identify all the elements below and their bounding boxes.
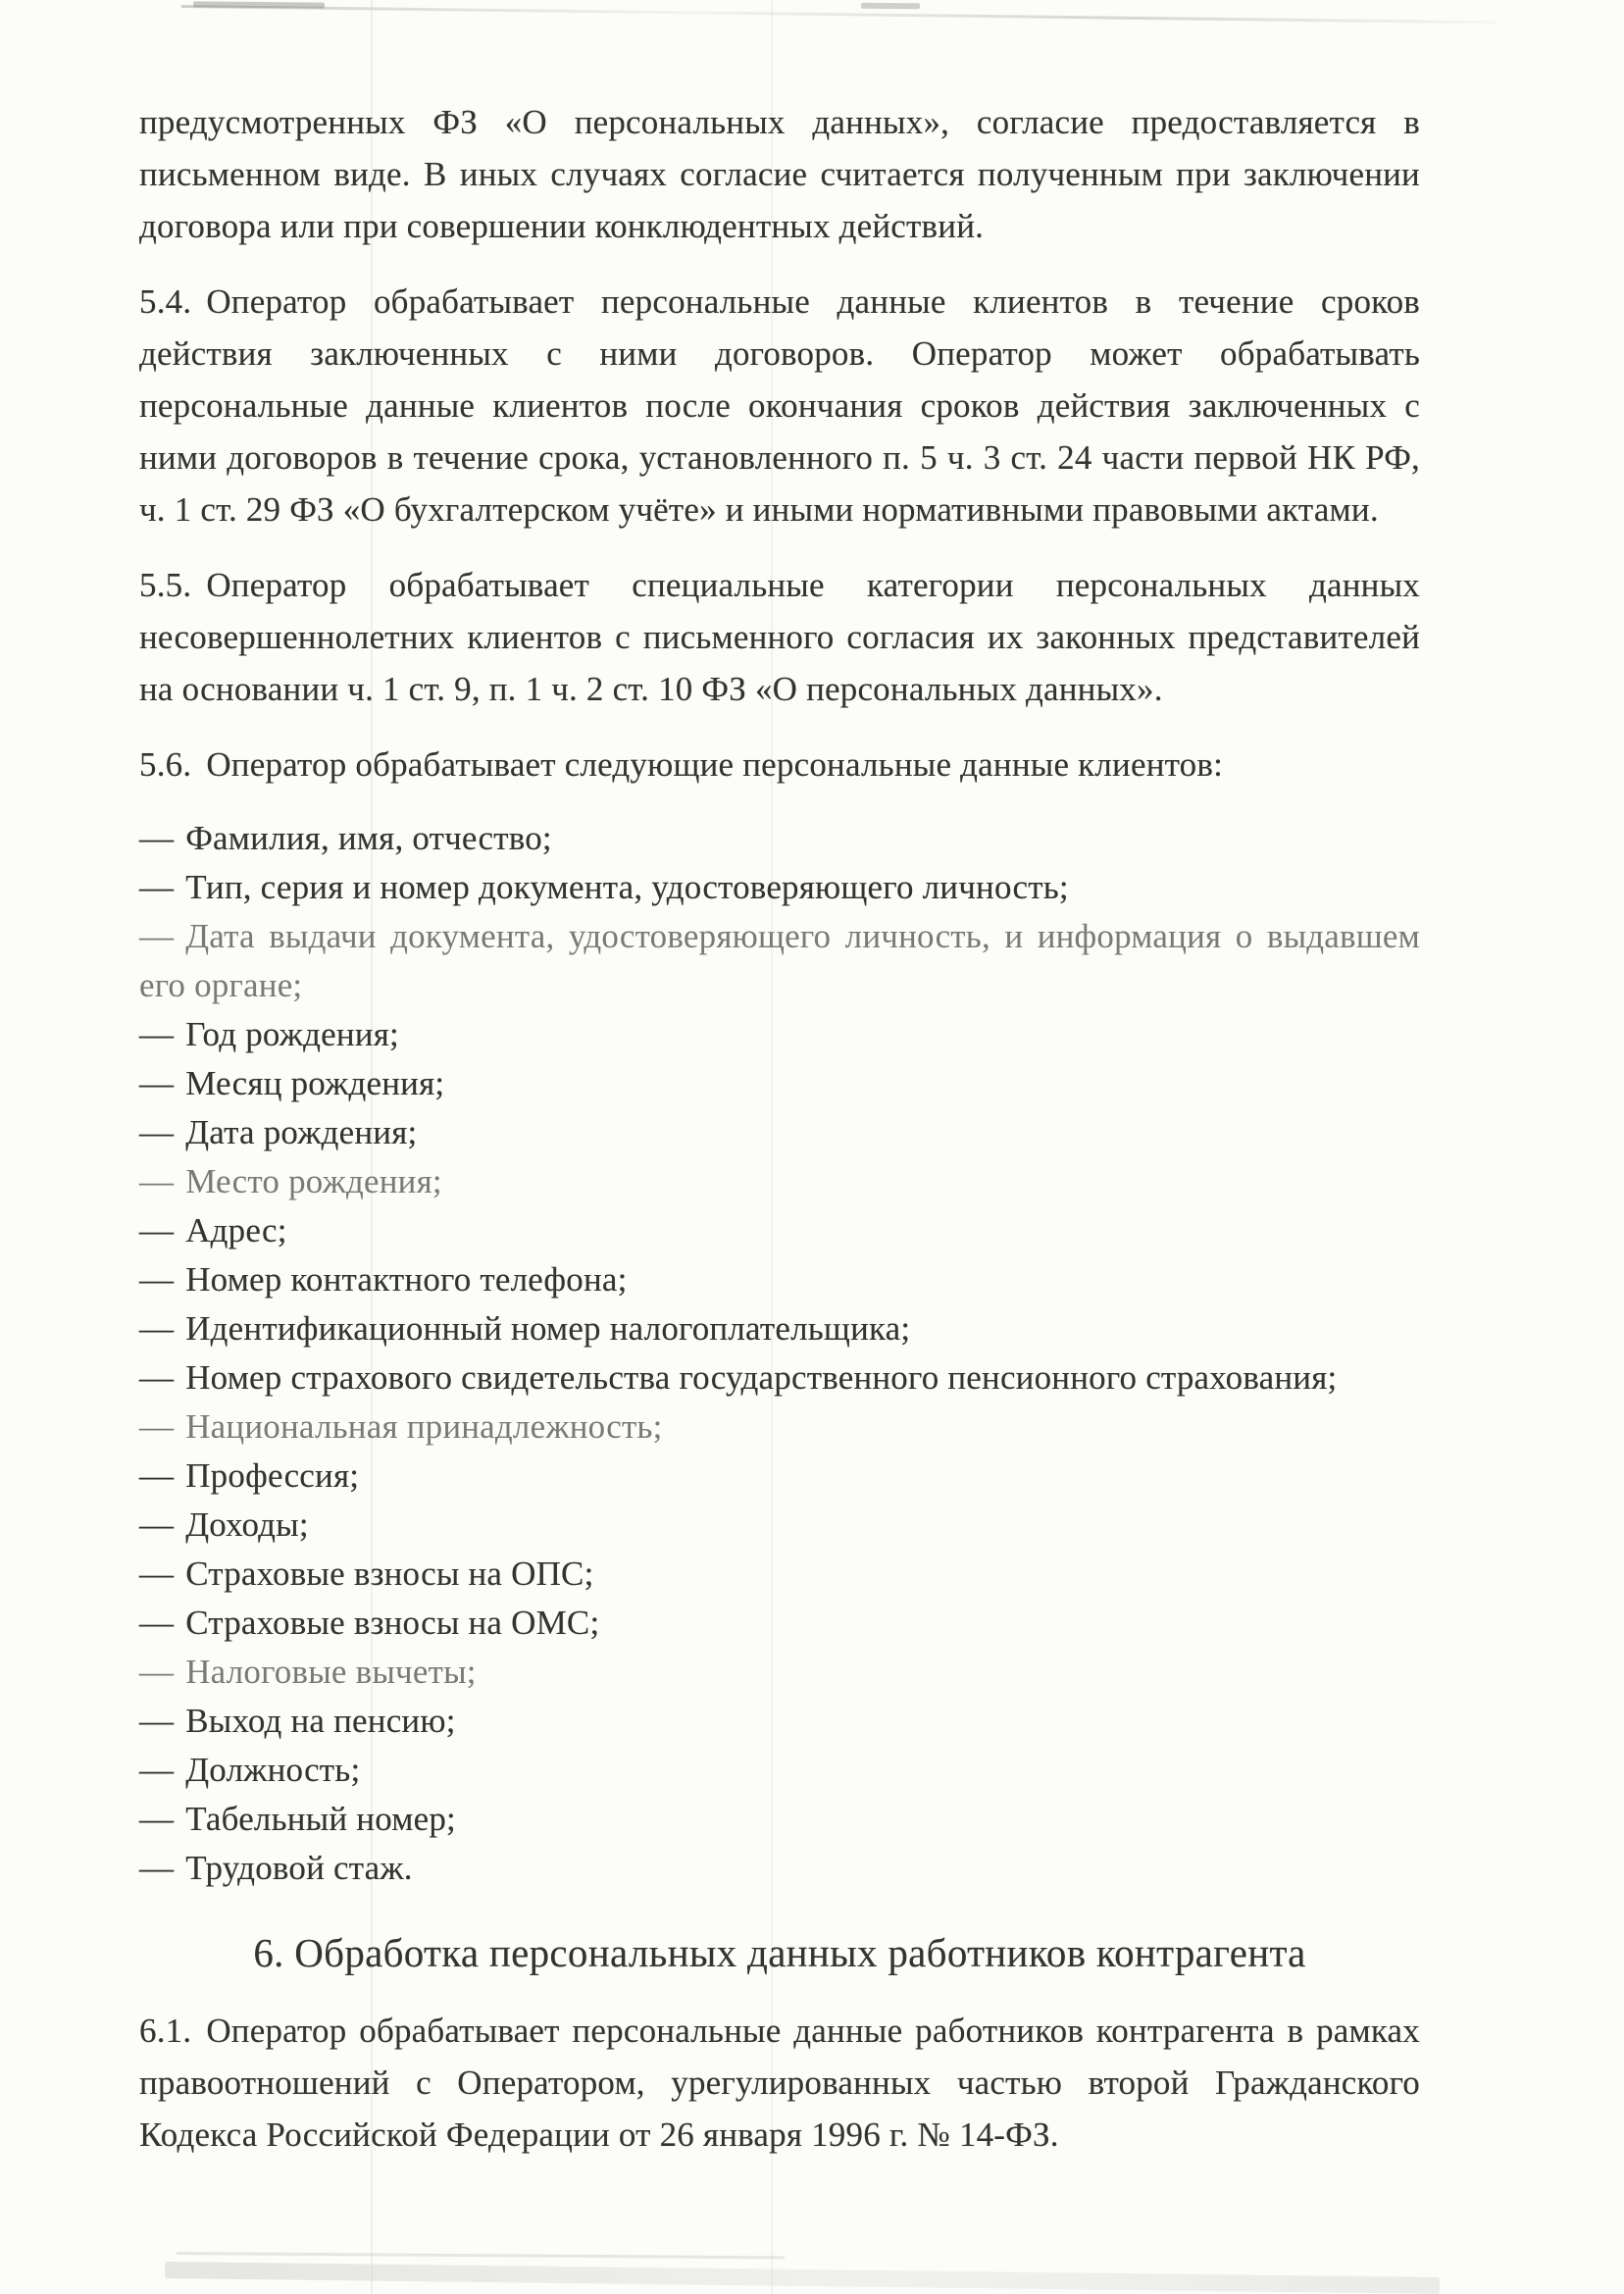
list-item-text: Дата рождения; [185,1113,418,1151]
section-5-4-text: Оператор обрабатывает персональные данные клиентов в течение сроков действия заключенных с ними договоров. Оператор может обрабатывать персональные данные клиентов после окончания сроков действия заключенных с ними договоров в течение срока, установленного п. 5 ч. 3 ст. 24 части первой НК РФ, ч. 1 ст. 29 ФЗ «О бухгалтерском учёте» и иными нормативными правовыми актами. [139,282,1420,529]
list-item [139,1010,1420,1059]
list-item-text: Профессия; [185,1456,360,1495]
list-item-dash: — [139,1653,175,1691]
list-item-text: Выход на пенсию; [185,1702,456,1740]
list-item-dash: — [139,1113,175,1151]
section-6-1-paragraph [139,2005,1420,2161]
list-item [139,1108,1420,1157]
scan-artifact-top-line [181,5,1496,24]
list-item [139,1157,1420,1206]
intro-paragraph: предусмотренных ФЗ «О персональных данных», согласие предоставляется в письменном виде. В иных случаях согласие считается полученным при заключении договора или при совершении конклюдентных действий. [139,103,1420,245]
list-item [139,1206,1420,1255]
list-item-dash: — [139,1555,175,1593]
list-item [139,1599,1420,1648]
list-item-text: Идентификационный номер налогоплательщика; [185,1309,911,1348]
section-5-4-paragraph [139,276,1420,535]
list-item [139,912,1420,1010]
list-item-text: Национальная принадлежность; [185,1407,663,1446]
section-5-4-number: 5.4. [139,282,192,321]
list-item-text: Должность; [185,1751,361,1789]
list-item-dash: — [139,917,175,955]
list-item [139,1059,1420,1108]
list-item-text: Номер страхового свидетельства государственного пенсионного страхования; [185,1358,1338,1397]
list-item-dash: — [139,1015,175,1053]
list-item [139,1452,1420,1501]
list-item [139,1746,1420,1795]
section-6-heading: 6. Обработка персональных данных работников контрагента [253,1930,1306,1975]
list-item-dash: — [139,1407,175,1446]
section-5-6-paragraph [139,739,1420,790]
list-item-text: Табельный номер; [185,1800,456,1838]
list-item [139,1402,1420,1452]
page-content [139,96,1420,2184]
section-5-6-text: Оператор обрабатывает следующие персональные данные клиентов: [206,745,1224,784]
list-item-dash: — [139,1604,175,1642]
list-item-dash: — [139,1702,175,1740]
list-item [139,1697,1420,1746]
list-item-text: Год рождения; [185,1015,399,1053]
client-data-list [139,814,1420,1893]
section-5-5-paragraph [139,559,1420,715]
list-item [139,1255,1420,1304]
list-item [139,1550,1420,1599]
list-item [139,1353,1420,1402]
list-item-dash: — [139,1456,175,1495]
list-item [139,814,1420,863]
scan-artifact-top-dash-right [861,3,920,10]
scan-artifact-top-dash-left [193,1,325,8]
list-item-dash: — [139,1260,175,1299]
list-item-dash: — [139,1162,175,1200]
list-item-dash: — [139,1211,175,1249]
list-item-text: Доходы; [185,1505,309,1544]
section-5-5-number: 5.5. [139,566,192,604]
list-item-text: Адрес; [185,1211,287,1249]
list-item-dash: — [139,1064,175,1102]
list-item-text: Страховые взносы на ОПС; [185,1555,594,1593]
list-item-text: Налоговые вычеты; [185,1653,477,1691]
list-item-text: Место рождения; [185,1162,442,1200]
list-item-dash: — [139,1309,175,1348]
section-5-6-number: 5.6. [139,745,192,784]
list-item [139,1795,1420,1844]
list-item-text: Дата выдачи документа, удостоверяющего личность, и информация о выдавшем его органе; [139,917,1420,1004]
list-item-text: Страховые взносы на ОМС; [185,1604,600,1642]
list-item [139,1844,1420,1893]
list-item [139,1648,1420,1697]
scan-artifact-bottom-band [165,2262,1440,2294]
list-item-text: Трудовой стаж. [185,1849,413,1887]
list-item-dash: — [139,819,175,857]
list-item-text: Тип, серия и номер документа, удостоверяющего личность; [185,868,1069,906]
section-6-1-number: 6.1. [139,2012,192,2050]
list-item-dash: — [139,1505,175,1544]
list-item-text: Месяц рождения; [185,1064,445,1102]
list-item-dash: — [139,1800,175,1838]
list-item [139,1304,1420,1353]
list-item [139,1501,1420,1550]
list-item-dash: — [139,868,175,906]
list-item-dash: — [139,1849,175,1887]
list-item-dash: — [139,1751,175,1789]
list-item [139,863,1420,912]
section-6-1-text: Оператор обрабатывает персональные данные работников контрагента в рамках правоотношений с Оператором, урегулированных частью второй Гражданского Кодекса Российской Федерации от 26 января 1996 г. № 14-ФЗ. [139,2012,1420,2154]
scan-artifact-bottom-line [177,2252,785,2259]
list-item-text: Номер контактного телефона; [185,1260,628,1299]
list-item-text: Фамилия, имя, отчество; [185,819,552,857]
section-5-5-text: Оператор обрабатывает специальные категории персональных данных несовершеннолетних клиентов с письменного согласия их законных представителей на основании ч. 1 ст. 9, п. 1 ч. 2 ст. 10 ФЗ «О персональных данных». [139,566,1420,708]
list-item-dash: — [139,1358,175,1397]
